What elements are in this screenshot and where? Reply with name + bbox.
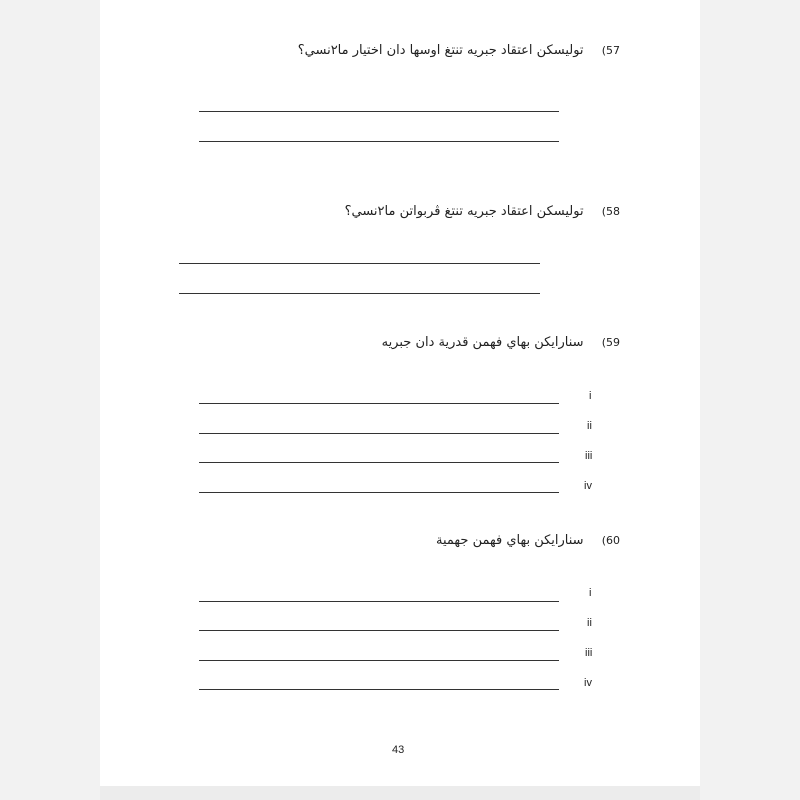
roman-numeral: ii bbox=[587, 617, 592, 629]
roman-numeral: ii bbox=[587, 420, 592, 432]
answer-line[interactable] bbox=[199, 689, 559, 690]
answer-line[interactable] bbox=[199, 492, 559, 493]
roman-numeral: iv bbox=[584, 677, 592, 689]
question-57 bbox=[298, 43, 620, 58]
roman-numeral: iii bbox=[585, 647, 593, 659]
page-number: 43 bbox=[392, 744, 405, 756]
footer-bar bbox=[100, 786, 700, 800]
question-text: توليسكن اعتقاد جبريه تنتغ اوسها دان اختيار ما٢نسي؟ bbox=[297, 43, 584, 58]
answer-line[interactable] bbox=[199, 462, 559, 463]
worksheet-page bbox=[100, 0, 700, 786]
roman-numeral: i bbox=[589, 390, 592, 402]
question-60 bbox=[436, 533, 620, 548]
question-text: توليسكن اعتقاد جبريه تنتغ ڤربواتن ما٢نسي؟ bbox=[344, 204, 584, 219]
answer-line[interactable] bbox=[199, 403, 559, 404]
question-number: 59) bbox=[601, 336, 620, 349]
answer-line[interactable] bbox=[199, 601, 559, 602]
answer-line[interactable] bbox=[199, 433, 559, 434]
answer-line[interactable] bbox=[179, 263, 540, 264]
question-58 bbox=[345, 204, 620, 219]
roman-numeral: i bbox=[589, 587, 592, 599]
answer-line[interactable] bbox=[179, 293, 540, 294]
roman-numeral: iv bbox=[584, 480, 592, 492]
question-59 bbox=[382, 335, 620, 350]
answer-line[interactable] bbox=[199, 141, 559, 142]
question-text: سنارايكن بهاي فهمن جهمية bbox=[436, 533, 584, 548]
answer-line[interactable] bbox=[199, 630, 559, 631]
roman-numeral: iii bbox=[585, 450, 593, 462]
question-number: 60) bbox=[601, 534, 620, 547]
answer-line[interactable] bbox=[199, 660, 559, 661]
answer-line[interactable] bbox=[199, 111, 559, 112]
question-number: 58) bbox=[601, 205, 620, 218]
question-number: 57) bbox=[601, 44, 620, 57]
question-text: سنارايكن بهاي فهمن قدرية دان جبريه bbox=[381, 335, 584, 350]
